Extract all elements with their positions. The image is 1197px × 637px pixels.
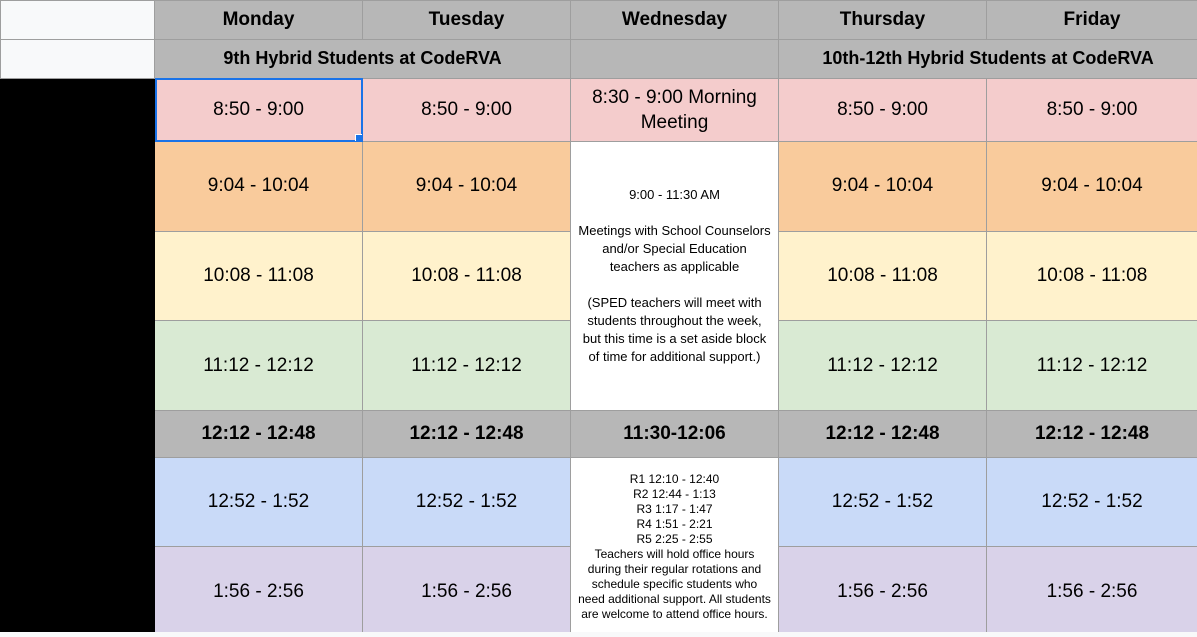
cell-friday-r4[interactable]: 12:52 - 1:52 <box>987 457 1197 547</box>
corner-cell[interactable] <box>1 1 155 40</box>
group-wednesday-blank[interactable] <box>571 40 779 78</box>
wed-rotation-r4: R4 1:51 - 2:21 <box>636 516 713 531</box>
cell-wednesday-counselor-block[interactable] <box>571 142 779 411</box>
label-rotation-2[interactable]: Rotation 2 <box>1 231 155 321</box>
cell-friday-r5[interactable]: 1:56 - 2:56 <box>987 547 1197 637</box>
cell-friday-r3[interactable]: 11:12 - 12:12 <box>987 321 1197 411</box>
group-10th-12th[interactable]: 10th-12th Hybrid Students at CodeRVA <box>779 40 1197 78</box>
cell-monday-r4[interactable]: 12:52 - 1:52 <box>155 457 363 547</box>
cell-friday-r1[interactable]: 9:04 - 10:04 <box>987 142 1197 232</box>
wed-morning-time: 8:30 - 9:00 <box>592 86 683 108</box>
header-friday[interactable]: Friday <box>987 1 1197 40</box>
label-rotation-3[interactable]: Rotation 3 <box>1 321 155 411</box>
cell-tuesday-r4[interactable]: 12:52 - 1:52 <box>363 457 571 547</box>
cell-tuesday-r2[interactable]: 10:08 - 11:08 <box>363 231 571 321</box>
label-rotation-1[interactable]: Rotation 1 <box>1 142 155 232</box>
wed-rotation-r5: R5 2:25 - 2:55 <box>636 531 713 546</box>
cell-thursday-r5[interactable]: 1:56 - 2:56 <box>779 547 987 637</box>
cell-friday-r2[interactable]: 10:08 - 11:08 <box>987 231 1197 321</box>
cell-thursday-lunch[interactable]: 12:12 - 12:48 <box>779 411 987 457</box>
cell-monday-r2[interactable]: 10:08 - 11:08 <box>155 231 363 321</box>
cell-monday-lunch[interactable]: 12:12 - 12:48 <box>155 411 363 457</box>
cell-monday-r1[interactable]: 9:04 - 10:04 <box>155 142 363 232</box>
row-lunch <box>1 411 1197 457</box>
cell-wednesday-lunch[interactable]: 11:30-12:06 <box>571 411 779 457</box>
next-row-strip <box>0 632 1197 637</box>
wed-block-desc: Meetings with School Counselors and/or Special Education teachers as applicable <box>578 223 771 275</box>
row-morning-meeting <box>1 78 1197 141</box>
label-rotation-4[interactable]: Rotation 4 <box>1 457 155 547</box>
label-rotation-5[interactable]: Rotation 5 <box>1 547 155 637</box>
group-row <box>1 40 1197 78</box>
cell-thursday-r2[interactable]: 10:08 - 11:08 <box>779 231 987 321</box>
cell-friday-morning[interactable]: 8:50 - 9:00 <box>987 78 1197 141</box>
wed-morning-label: Morning Meeting <box>640 86 757 133</box>
label-morning-meeting[interactable]: Morning Meeting <box>1 78 155 141</box>
header-row <box>1 1 1197 40</box>
cell-friday-lunch[interactable]: 12:12 - 12:48 <box>987 411 1197 457</box>
header-wednesday[interactable]: Wednesday <box>571 1 779 40</box>
wed-block-time: 9:00 - 11:30 AM <box>629 187 720 203</box>
header-monday[interactable]: Monday <box>155 1 363 40</box>
cell-wednesday-morning[interactable] <box>571 78 779 141</box>
cell-thursday-r4[interactable]: 12:52 - 1:52 <box>779 457 987 547</box>
cell-tuesday-lunch[interactable]: 12:12 - 12:48 <box>363 411 571 457</box>
header-tuesday[interactable]: Tuesday <box>363 1 571 40</box>
cell-thursday-r3[interactable]: 11:12 - 12:12 <box>779 321 987 411</box>
wed-rotation-r3: R3 1:17 - 1:47 <box>636 501 713 516</box>
fill-handle[interactable] <box>355 134 363 142</box>
label-lunch[interactable]: LUNCH <box>1 411 155 457</box>
wed-rotation-r2: R2 12:44 - 1:13 <box>633 486 716 501</box>
cell-wednesday-office-hours[interactable] <box>571 457 779 636</box>
wed-block-note: (SPED teachers will meet with students throughout the week, but this time is a set aside block of time for additional support.) <box>582 295 767 365</box>
row-rotation-1 <box>1 142 1197 232</box>
cell-monday-r3[interactable]: 11:12 - 12:12 <box>155 321 363 411</box>
cell-tuesday-r3[interactable]: 11:12 - 12:12 <box>363 321 571 411</box>
cell-text: 8:50 - 9:00 <box>213 98 304 120</box>
group-blank-cell[interactable] <box>1 40 155 78</box>
cell-thursday-r1[interactable]: 9:04 - 10:04 <box>779 142 987 232</box>
row-rotation-4 <box>1 457 1197 547</box>
wed-office-hours-note: Teachers will hold office hours during their regular rotations and schedule specific students who need additional support. All students are welcome to attend office hours. <box>578 546 771 621</box>
group-9th[interactable]: 9th Hybrid Students at CodeRVA <box>155 40 571 78</box>
cell-tuesday-r1[interactable]: 9:04 - 10:04 <box>363 142 571 232</box>
cell-thursday-morning[interactable]: 8:50 - 9:00 <box>779 78 987 141</box>
cell-monday-morning[interactable] <box>155 78 363 141</box>
wed-rotation-r1: R1 12:10 - 12:40 <box>629 471 720 486</box>
header-thursday[interactable]: Thursday <box>779 1 987 40</box>
cell-tuesday-r5[interactable]: 1:56 - 2:56 <box>363 547 571 637</box>
cell-tuesday-morning[interactable]: 8:50 - 9:00 <box>363 78 571 141</box>
cell-monday-r5[interactable]: 1:56 - 2:56 <box>155 547 363 637</box>
